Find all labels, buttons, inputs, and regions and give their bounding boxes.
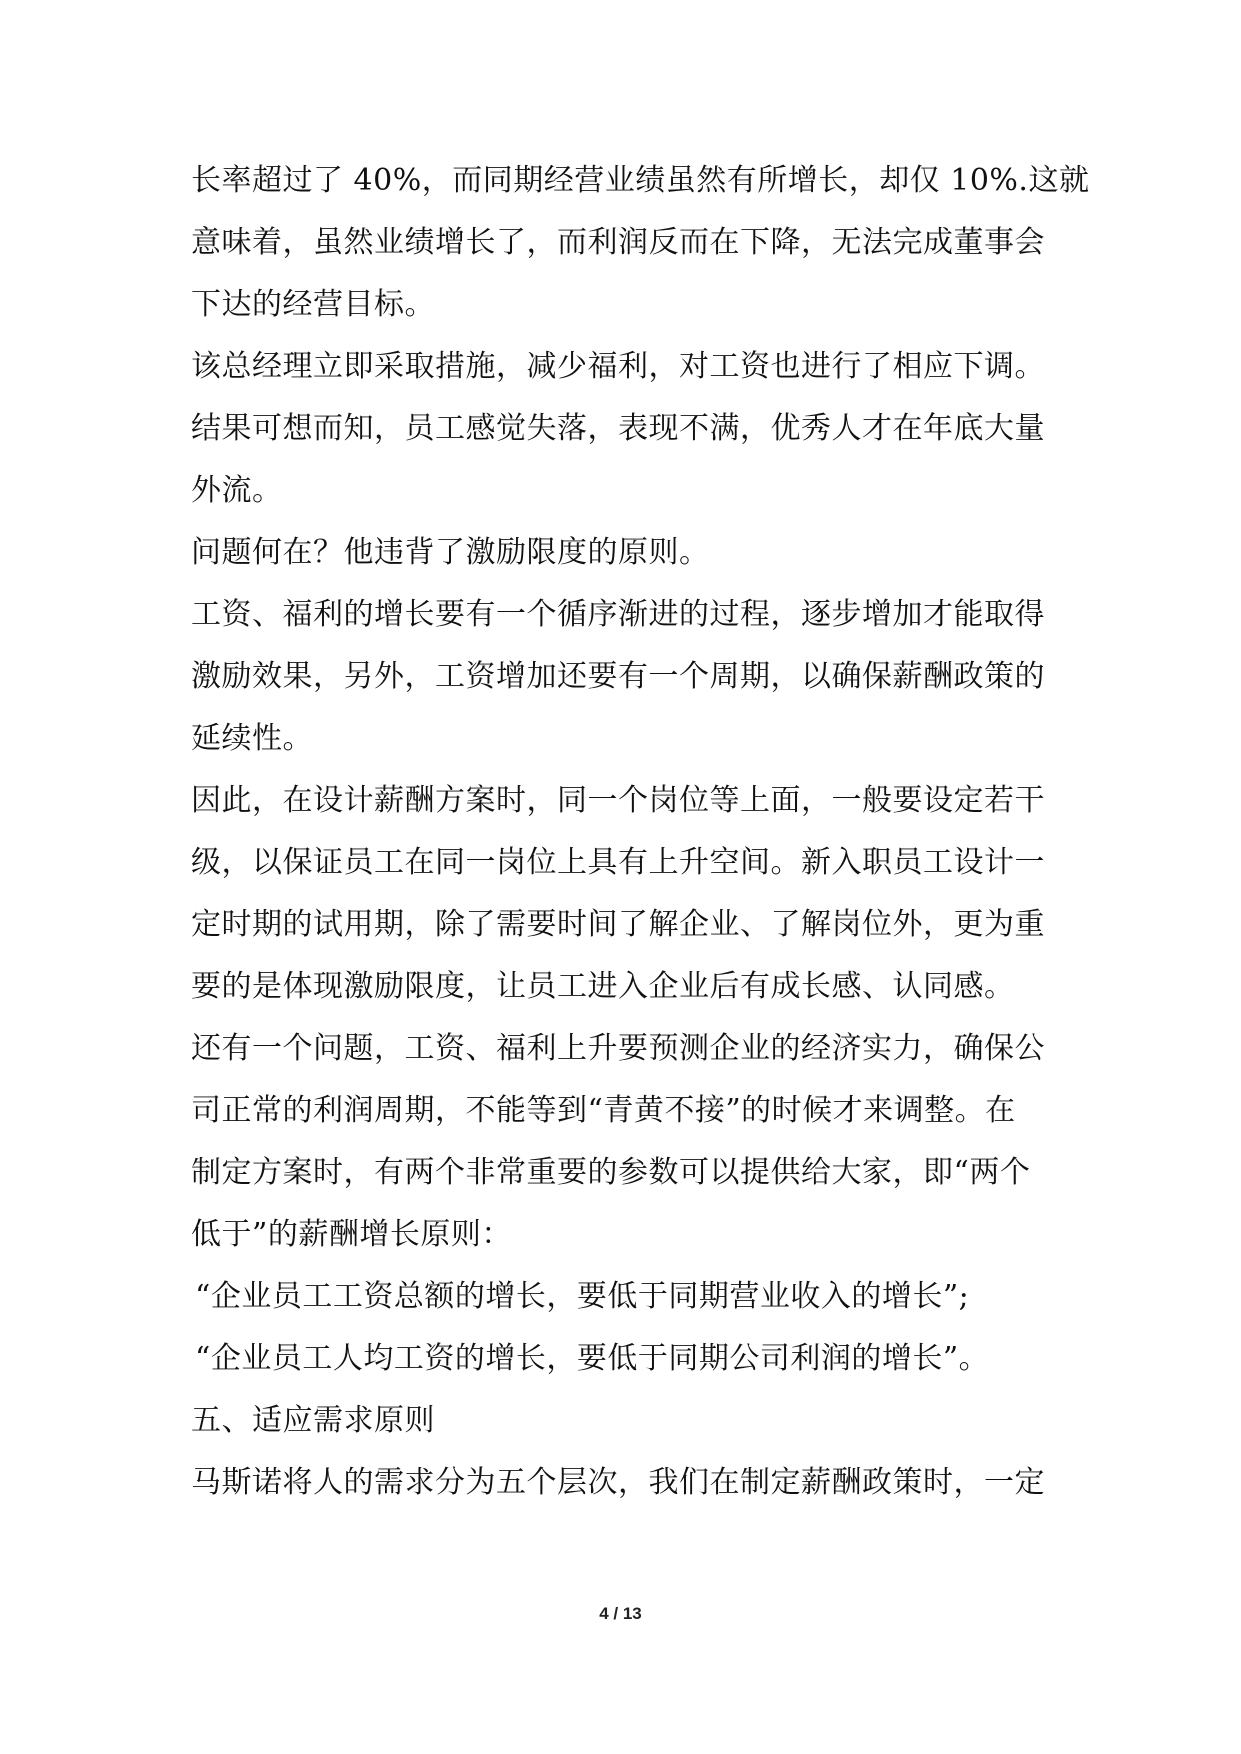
text-line: 结果可想而知，员工感觉失落，表现不满，优秀人才在年底大量: [191, 411, 1045, 446]
text-line: 意味着，虽然业绩增长了，而利润反而在下降，无法完成董事会: [191, 225, 1045, 260]
text-line: 延续性。: [191, 721, 313, 756]
text-line: 制定方案时，有两个非常重要的参数可以提供给大家，即“两个: [191, 1155, 1031, 1190]
section-heading: 五、适应需求原则: [191, 1403, 435, 1438]
page-number: 4 / 13: [599, 1604, 642, 1623]
text-line: 马斯诺将人的需求分为五个层次，我们在制定薪酬政策时，一定: [191, 1465, 1045, 1500]
text-line: 还有一个问题，工资、福利上升要预测企业的经济实力，确保公: [191, 1031, 1045, 1066]
quote-line: “企业员工工资总额的增长，要低于同期营业收入的增长”;: [195, 1279, 970, 1314]
text-line: 定时期的试用期，除了需要时间了解企业、了解岗位外，更为重: [191, 907, 1045, 942]
text-line: 长率超过了 40%，而同期经营业绩虽然有所增长，却仅 10%.这就: [191, 163, 1090, 198]
body-text: [191, 150, 1090, 1514]
text-line: 外流。: [191, 473, 283, 508]
text-line: 工资、福利的增长要有一个循序渐进的过程，逐步增加才能取得: [191, 597, 1045, 632]
text-line: 要的是体现激励限度，让员工进入企业后有成长感、认同感。: [191, 969, 1015, 1004]
text-line: 该总经理立即采取措施，减少福利，对工资也进行了相应下调。: [191, 349, 1045, 384]
text-line: 级，以保证员工在同一岗位上具有上升空间。新入职员工设计一: [191, 845, 1045, 880]
text-line: 问题何在？他违背了激励限度的原则。: [191, 535, 710, 570]
text-line: 司正常的利润周期，不能等到“青黄不接”的时候才来调整。在: [191, 1093, 1016, 1128]
text-line: 激励效果，另外，工资增加还要有一个周期，以确保薪酬政策的: [191, 659, 1045, 694]
quote-line: “企业员工人均工资的增长，要低于同期公司利润的增长”。: [195, 1341, 990, 1376]
text-line: 因此，在设计薪酬方案时，同一个岗位等上面，一般要设定若干: [191, 783, 1045, 818]
text-line: 低于”的薪酬增长原则：: [191, 1217, 512, 1252]
text-line: 下达的经营目标。: [191, 287, 435, 322]
